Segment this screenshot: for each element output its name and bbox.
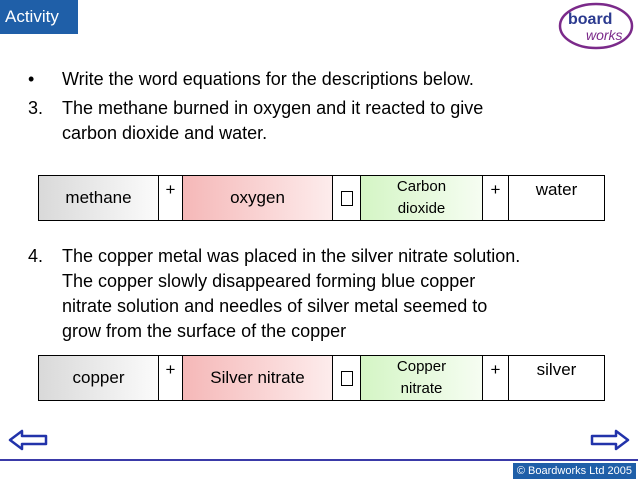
- missing-arrow-glyph-icon: [341, 191, 353, 206]
- question-4-number: 4.: [28, 246, 44, 266]
- boardworks-logo: [558, 2, 634, 50]
- eq4-product-1[interactable]: [360, 356, 482, 400]
- question-3-line-2: carbon dioxide and water.: [62, 123, 268, 143]
- eq4-product-2[interactable]: silver: [508, 356, 604, 400]
- eq3-arrow-cell: [332, 176, 360, 220]
- left-arrow-icon[interactable]: [8, 428, 48, 452]
- equation-4: [38, 355, 605, 401]
- question-4-line-3: nitrate solution and needles of silver metal seemed to: [62, 296, 488, 316]
- eq3-product-2[interactable]: water: [508, 176, 604, 220]
- intro-text: Write the word equations for the descriptions below.: [62, 69, 474, 89]
- question-4-line-1: The copper metal was placed in the silver nitrate solution.: [62, 246, 521, 266]
- eq3-plus-1: +: [158, 176, 182, 220]
- eq4-reactant-1[interactable]: copper: [39, 356, 158, 400]
- eq3-plus-2: +: [482, 176, 508, 220]
- copyright-badge: © Boardworks Ltd 2005: [513, 463, 636, 479]
- missing-arrow-glyph-icon: [341, 371, 353, 386]
- question-3-line-1: The methane burned in oxygen and it reacted to give: [62, 98, 484, 118]
- eq3-product-1-line-2: dioxide: [397, 200, 446, 217]
- activity-tag: Activity: [0, 0, 78, 34]
- eq4-plus-2: +: [482, 356, 508, 400]
- footer-divider: [0, 459, 638, 461]
- logo-works-text: works: [586, 27, 623, 43]
- eq4-product-1-line-2: nitrate: [400, 380, 443, 397]
- question-4-line-4: grow from the surface of the copper: [62, 321, 347, 341]
- eq4-reactant-2[interactable]: Silver nitrate: [182, 356, 332, 400]
- logo-board-text: board: [568, 11, 613, 28]
- equation-3: [38, 175, 605, 221]
- eq4-arrow-cell: [332, 356, 360, 400]
- eq3-reactant-2[interactable]: oxygen: [182, 176, 332, 220]
- right-arrow-icon[interactable]: [590, 428, 630, 452]
- eq3-product-1[interactable]: [360, 176, 482, 220]
- eq3-reactant-1[interactable]: methane: [39, 176, 158, 220]
- question-4-line-2: The copper slowly disappeared forming blue copper: [62, 271, 476, 291]
- question-3-number: 3.: [28, 98, 44, 118]
- eq3-product-1-line-1: Carbon: [396, 178, 447, 195]
- bullet-mark: •: [28, 69, 35, 89]
- eq4-product-1-line-1: Copper: [396, 358, 447, 375]
- eq4-plus-1: +: [158, 356, 182, 400]
